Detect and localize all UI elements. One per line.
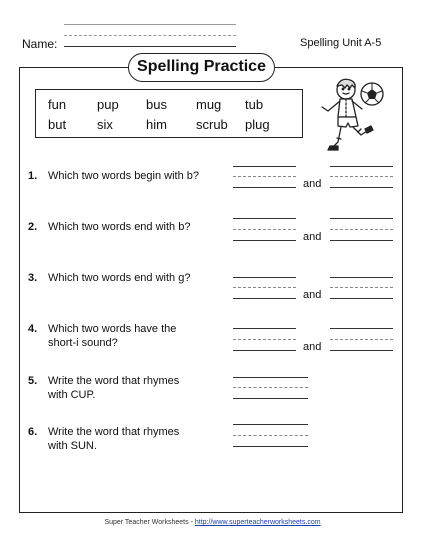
word-bank-word: him bbox=[146, 117, 167, 132]
answer-guide-top bbox=[233, 377, 308, 378]
question-number: 5. bbox=[28, 375, 38, 387]
question-text: Which two words end with g? bbox=[48, 272, 191, 284]
question-text: Which two words have the bbox=[48, 323, 177, 335]
word-bank-word: six bbox=[97, 117, 113, 132]
answer-guide-top bbox=[233, 424, 308, 425]
question-number: 1. bbox=[28, 170, 38, 182]
footer bbox=[0, 519, 425, 526]
worksheet-title: Spelling Practice bbox=[128, 53, 275, 82]
answer-field[interactable] bbox=[233, 398, 308, 399]
question-text: Write the word that rhymes bbox=[48, 426, 180, 438]
word-bank-word: but bbox=[48, 117, 67, 132]
answer-field[interactable] bbox=[233, 446, 308, 447]
answer-field[interactable] bbox=[233, 298, 296, 299]
answer-guide-mid bbox=[330, 229, 393, 230]
answer-guide-mid bbox=[330, 287, 393, 288]
answer-field[interactable] bbox=[233, 187, 296, 188]
answer-guide-top bbox=[233, 218, 296, 219]
question-text-line2: with CUP. bbox=[48, 389, 96, 401]
answer-guide-top bbox=[233, 328, 296, 329]
answer-guide-mid bbox=[233, 435, 308, 436]
and-label: and bbox=[303, 231, 322, 243]
soccer-player-illustration bbox=[310, 72, 390, 154]
question-text: Write the word that rhymes bbox=[48, 375, 180, 387]
name-field[interactable] bbox=[64, 46, 236, 47]
answer-field[interactable] bbox=[233, 240, 296, 241]
answer-field[interactable] bbox=[330, 240, 393, 241]
name-guide-line-mid bbox=[64, 35, 236, 36]
answer-guide-mid bbox=[233, 176, 296, 177]
answer-guide-top bbox=[330, 277, 393, 278]
answer-guide-mid bbox=[330, 339, 393, 340]
answer-field[interactable] bbox=[330, 187, 393, 188]
answer-guide-top bbox=[233, 166, 296, 167]
footer-separator: - bbox=[190, 519, 193, 526]
answer-guide-top bbox=[330, 218, 393, 219]
question-number: 4. bbox=[28, 323, 38, 335]
answer-guide-mid bbox=[330, 176, 393, 177]
question-text-line2: with SUN. bbox=[48, 440, 97, 452]
question-text-line2: short-i sound? bbox=[48, 337, 118, 349]
and-label: and bbox=[303, 289, 322, 301]
footer-site-name: Super Teacher Worksheets bbox=[104, 519, 189, 526]
answer-guide-mid bbox=[233, 287, 296, 288]
answer-field[interactable] bbox=[330, 298, 393, 299]
word-bank-word: plug bbox=[245, 117, 270, 132]
answer-field[interactable] bbox=[233, 350, 296, 351]
question-text: Which two words begin with b? bbox=[48, 170, 200, 182]
unit-label: Spelling Unit A-5 bbox=[300, 37, 382, 49]
answer-guide-top bbox=[330, 328, 393, 329]
answer-guide-top bbox=[330, 166, 393, 167]
word-bank-word: scrub bbox=[196, 117, 228, 132]
word-bank-word: mug bbox=[196, 97, 222, 112]
name-label: Name: bbox=[22, 37, 58, 51]
question-number: 3. bbox=[28, 272, 38, 284]
and-label: and bbox=[303, 178, 322, 190]
answer-field[interactable] bbox=[330, 350, 393, 351]
footer-link[interactable]: http://www.superteacherworksheets.com bbox=[194, 519, 321, 526]
word-bank-word: pup bbox=[97, 97, 119, 112]
question-number: 2. bbox=[28, 221, 38, 233]
and-label: and bbox=[303, 341, 322, 353]
word-bank-word: tub bbox=[245, 97, 264, 112]
question-text: Which two words end with b? bbox=[48, 221, 191, 233]
answer-guide-mid bbox=[233, 229, 296, 230]
question-number: 6. bbox=[28, 426, 38, 438]
answer-guide-mid bbox=[233, 387, 308, 388]
word-bank-word: bus bbox=[146, 97, 167, 112]
soccer-ball-icon bbox=[361, 83, 383, 105]
word-bank-word: fun bbox=[48, 97, 67, 112]
name-guide-line-top bbox=[64, 24, 236, 25]
answer-guide-top bbox=[233, 277, 296, 278]
answer-guide-mid bbox=[233, 339, 296, 340]
